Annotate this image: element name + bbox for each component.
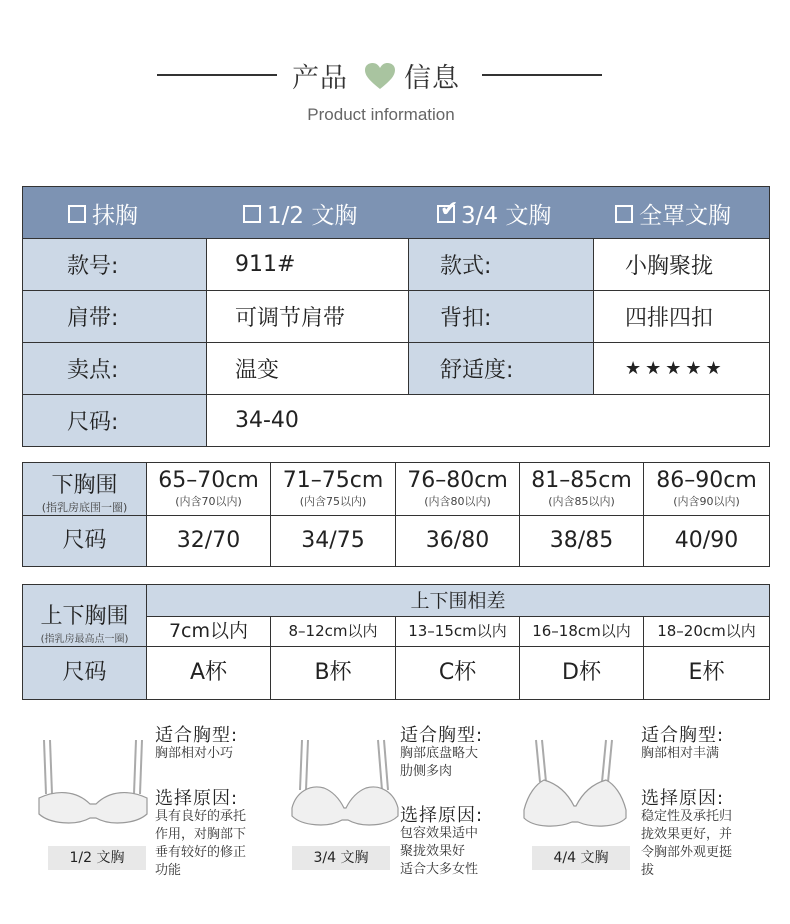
cup-size-cell: D杯 [520,647,644,699]
half-cup-bra-illustration [36,738,150,834]
cup-size-row [23,647,769,699]
cup-size-cell: A杯 [147,647,271,699]
cup-diff-title: 上下围相差 [147,585,769,617]
three-quarter-cup-bra-illustration [288,738,402,834]
cup-range-cell: 16–18cm以内 [520,617,644,646]
bra-type-caption: 4/4 文胸 [532,846,630,870]
checkbox-icon [68,205,86,223]
spec-value: 四排四扣 [625,306,714,331]
spec-row [23,395,769,446]
fit-title: 适合胸型: [400,725,484,746]
spec-row [23,239,769,291]
spec-label: 尺码: [23,395,207,446]
reason-desc: 具有良好的承托 作用，对胸部下 垂有较好的修正 功能 [155,809,247,878]
fit-desc: 胸部相对丰满 [641,746,720,761]
header-title-left: 产品 [292,63,348,94]
bra-type-caption: 1/2 文胸 [48,846,146,870]
spec-value: 911# [207,239,409,290]
spec-label: 款式: [409,239,594,290]
checkbox-icon [243,205,261,223]
option-half-cup[interactable]: 1/2 文胸 [243,197,357,230]
bra-type-caption: 3/4 文胸 [292,846,390,870]
option-three-quarter-cup[interactable]: ✔ 3/4 文胸 [437,197,551,230]
reason-title: 选择原因: [155,788,239,809]
header-title-right: 信息 [404,63,460,94]
spec-value: 可调节肩带 [207,291,409,342]
spec-label: 肩带: [23,291,207,342]
cup-header: 上下胸围 (指乳房最高点一圈) [23,585,147,647]
style-table [22,186,770,447]
spec-label: 款号: [23,239,207,290]
spec-value: 小胸聚拢 [625,254,714,279]
header-rule-left [157,74,277,76]
fit-desc: 胸部底盘略大 肋侧多肉 [400,746,479,779]
underbust-range-cell: 71–75cm (内含75以内) [271,463,396,515]
underbust-size-row [23,516,769,566]
heart-icon [364,62,396,90]
size-label: 尺码 [23,647,147,699]
reason-desc: 稳定性及承托归 拢效果更好，并 令胸部外观更挺 拔 [641,809,733,878]
spec-label: 舒适度: [409,343,594,394]
fit-title: 适合胸型: [155,725,239,746]
checked-checkbox-icon: ✔ [437,205,455,223]
spec-value: 温变 [207,343,409,394]
band-size-cell: 34/75 [271,516,396,566]
band-size-cell: 40/90 [674,528,739,553]
underbust-range-cell: 81–85cm (内含85以内) [520,463,644,515]
spec-value: 34-40 [235,408,299,433]
band-size-cell: 36/80 [396,516,520,566]
checkbox-icon [615,205,633,223]
size-label: 尺码 [23,516,147,566]
spec-row [23,291,769,343]
cup-size-cell: E杯 [688,660,725,685]
cup-range-cell: 18–20cm以内 [657,622,756,640]
comfort-stars: ★★★★★ [625,358,726,379]
reason-title: 选择原因: [641,788,725,809]
fit-desc: 胸部相对小巧 [155,746,234,761]
underbust-table [22,462,770,567]
header-rule-right [482,74,602,76]
header-subtitle: Product information [307,105,455,124]
fit-title: 适合胸型: [641,725,725,746]
underbust-header: 下胸围 (指乳房底围一圈) [23,463,147,515]
option-strapless[interactable]: 抹胸 [68,197,138,230]
reason-title: 选择原因: [400,805,484,826]
cup-range-cell: 13–15cm以内 [396,617,520,646]
cup-range-cell: 8–12cm以内 [271,617,396,646]
cup-table [22,584,770,700]
option-full-cup[interactable]: 全罩文胸 [615,197,731,230]
underbust-range-row [23,463,769,516]
spec-label: 背扣: [409,291,594,342]
band-size-cell: 32/70 [147,516,271,566]
cup-size-cell: C杯 [396,647,520,699]
cup-range-cell: 7cm以内 [147,617,271,646]
reason-desc: 包容效果适中 聚拢效果好 适合大多女性 [400,826,479,877]
cup-size-cell: B杯 [271,647,396,699]
style-options-bar [23,187,769,239]
underbust-range-cell: 76–80cm (内含80以内) [396,463,520,515]
spec-label: 卖点: [23,343,207,394]
spec-row [23,343,769,395]
cup-range-row [147,617,769,647]
underbust-range-cell: 65–70cm (内含70以内) [147,463,271,515]
underbust-range-cell: 86–90cm (内含90以内) [656,468,757,508]
band-size-cell: 38/85 [520,516,644,566]
full-cup-bra-illustration [518,738,632,834]
